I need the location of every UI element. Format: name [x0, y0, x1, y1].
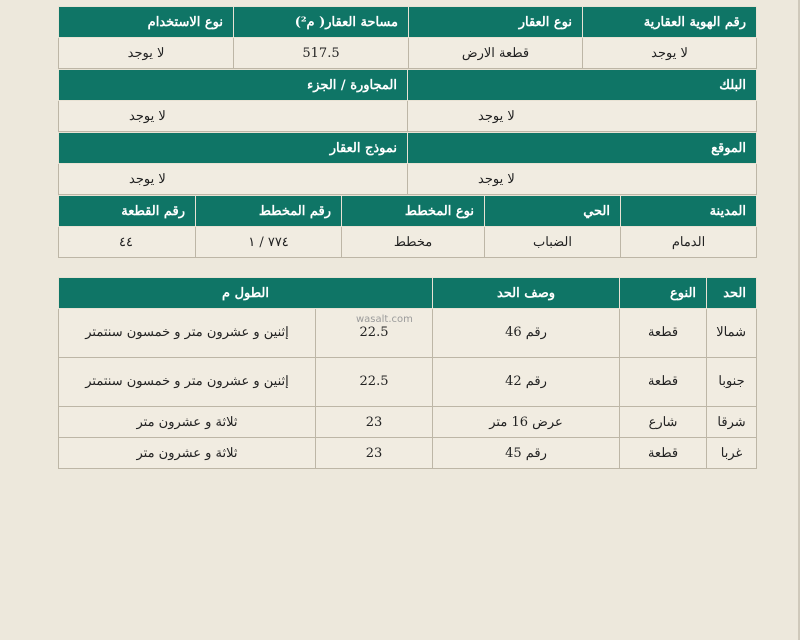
boundary-type: قطعة: [620, 309, 707, 358]
header-boundary: الحد: [707, 278, 757, 309]
boundary-length: 22.5: [316, 358, 433, 407]
table-row: [59, 407, 757, 438]
table-header-row: [59, 278, 757, 309]
value-property-type: قطعة الارض: [409, 38, 583, 69]
header-property-area: مساحة العقار( م²): [234, 7, 409, 38]
table-row: [59, 38, 757, 69]
value-property-id: لا يوجد: [583, 38, 757, 69]
header-neighborhood-part: المجاورة / الجزء: [59, 70, 408, 101]
table-row: [59, 358, 757, 407]
value-neighborhood-part: لا يوجد: [59, 101, 408, 132]
value-block: لا يوجد: [408, 101, 757, 132]
value-plan-number: ٧٧٤ / ١: [196, 227, 342, 258]
plan-table: [58, 195, 757, 258]
boundary-direction: غربا: [707, 438, 757, 469]
table-row: [59, 164, 757, 195]
boundary-type: قطعة: [620, 438, 707, 469]
header-property-model: نموذج العقار: [59, 133, 408, 164]
boundaries-table: [58, 277, 757, 469]
header-block: البلك: [408, 70, 757, 101]
value-parcel-number: ٤٤: [59, 227, 196, 258]
boundary-length: 23: [316, 407, 433, 438]
header-plan-number: رقم المخطط: [196, 196, 342, 227]
value-plan-type: مخطط: [342, 227, 485, 258]
boundary-description: رقم 46: [433, 309, 620, 358]
boundary-length-text: إثنين و عشرون متر و خمسون سنتمتر: [59, 309, 316, 358]
boundary-length-text: إثنين و عشرون متر و خمسون سنتمتر: [59, 358, 316, 407]
table-row: [59, 101, 757, 132]
table-row: [59, 438, 757, 469]
header-property-id: رقم الهوية العقارية: [583, 7, 757, 38]
table-header-row: [59, 196, 757, 227]
header-description: وصف الحد: [433, 278, 620, 309]
header-property-type: نوع العقار: [409, 7, 583, 38]
location-table: [58, 132, 757, 195]
value-district: الضباب: [485, 227, 621, 258]
boundary-description: رقم 42: [433, 358, 620, 407]
table-row: [59, 227, 757, 258]
boundary-length: 23: [316, 438, 433, 469]
header-parcel-number: رقم القطعة: [59, 196, 196, 227]
table-header-row: [59, 70, 757, 101]
boundary-length-text: ثلاثة و عشرون متر: [59, 438, 316, 469]
boundary-direction: شرقا: [707, 407, 757, 438]
header-location: الموقع: [408, 133, 757, 164]
boundary-length-text: ثلاثة و عشرون متر: [59, 407, 316, 438]
value-usage-type: لا يوجد: [59, 38, 234, 69]
boundary-type: شارع: [620, 407, 707, 438]
header-plan-type: نوع المخطط: [342, 196, 485, 227]
boundary-length: 22.5: [316, 309, 433, 358]
value-property-model: لا يوجد: [59, 164, 408, 195]
boundary-direction: شمالا: [707, 309, 757, 358]
header-usage-type: نوع الاستخدام: [59, 7, 234, 38]
watermark: wasalt.com: [356, 314, 413, 325]
header-district: الحي: [485, 196, 621, 227]
table-header-row: [59, 7, 757, 38]
header-type: النوع: [620, 278, 707, 309]
boundary-description: رقم 45: [433, 438, 620, 469]
table-header-row: [59, 133, 757, 164]
value-location: لا يوجد: [408, 164, 757, 195]
property-info-table: [58, 6, 757, 69]
block-table: [58, 69, 757, 132]
value-property-area: 517.5: [234, 38, 409, 69]
header-city: المدينة: [621, 196, 757, 227]
boundary-description: عرض 16 متر: [433, 407, 620, 438]
boundary-type: قطعة: [620, 358, 707, 407]
value-city: الدمام: [621, 227, 757, 258]
header-length: الطول م: [59, 278, 433, 309]
boundary-direction: جنوبا: [707, 358, 757, 407]
